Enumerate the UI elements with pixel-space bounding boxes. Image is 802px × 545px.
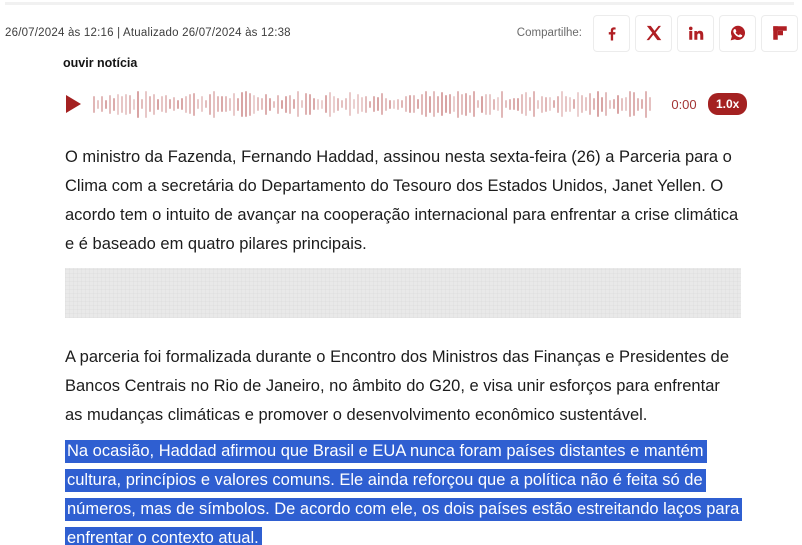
waveform-bar (637, 98, 639, 111)
waveform-bar (393, 100, 395, 109)
waveform-bar (613, 99, 615, 109)
playback-speed-button[interactable]: 1.0x (708, 93, 747, 115)
waveform-bar (625, 97, 627, 111)
waveform-bar (605, 92, 607, 116)
waveform-bar (293, 99, 295, 109)
waveform-bar (385, 98, 387, 111)
waveform-bar (537, 100, 539, 109)
share-flipboard-button[interactable] (761, 15, 798, 52)
waveform-bar (513, 98, 515, 110)
waveform-bar (493, 99, 495, 110)
article-paragraph-2: A parceria foi formalizada durante o Encontro dos Ministros das Finanças e Presidentes de Bancos Centrais no Rio de Janeiro, no âmbito do G20, e visa unir esforços para enfrentar as mudanças climáticas e promover o desenvolvimento econômico sustentável. (65, 348, 730, 424)
waveform-bar (633, 92, 635, 116)
article-paragraph-3-selected (65, 437, 741, 545)
waveform-bar (621, 98, 623, 111)
waveform-bar (569, 97, 571, 112)
article-paragraph-1: O ministro da Fazenda, Fernando Haddad, assinou nesta sexta-feira (26) a Parceria para o Clima com a secretária do Departamento do Tesouro dos Estados Unidos, Janet Yellen. O acordo tem o intuito de avançar na cooperação internacional para enfrentar a crise climática e é baseado em quatro pilares principais. (65, 148, 739, 253)
waveform-bar (109, 95, 111, 114)
waveform-bar (245, 91, 247, 117)
waveform-bar (129, 95, 131, 114)
waveform-bar (201, 96, 203, 112)
waveform-bar (217, 96, 219, 112)
waveform-bar (241, 92, 243, 117)
waveform-bar (601, 97, 603, 112)
waveform-bar (553, 100, 555, 108)
waveform-bar (221, 96, 223, 112)
waveform-bar (257, 97, 259, 111)
waveform-bar (409, 95, 411, 113)
waveform-bar (233, 93, 235, 116)
waveform-bar (565, 96, 567, 112)
waveform-bar (153, 94, 155, 115)
x-icon (645, 24, 663, 42)
waveform-bar (629, 91, 631, 117)
waveform-bar (273, 101, 275, 108)
waveform-bar (169, 99, 171, 109)
share-label: Compartilhe: (516, 27, 582, 39)
waveform-bar (561, 91, 563, 117)
waveform-bar (105, 100, 107, 109)
waveform-bar (113, 98, 115, 111)
waveform-bar (573, 99, 575, 109)
waveform-bar (425, 91, 427, 117)
waveform-bar (121, 96, 123, 113)
waveform-bar (449, 94, 451, 114)
waveform-bar (641, 99, 643, 109)
waveform-bar (285, 96, 287, 113)
waveform-bar (369, 101, 371, 108)
waveform-bar (441, 92, 443, 116)
waveform-bar (389, 100, 391, 109)
waveform-bar (457, 91, 459, 118)
waveform-bar (213, 91, 215, 118)
waveform-bar (197, 99, 199, 109)
waveform-bar (521, 94, 523, 114)
waveform-bar (401, 100, 403, 108)
waveform-bar (645, 91, 647, 118)
waveform-bar (649, 97, 651, 111)
waveform-bar (325, 95, 327, 113)
current-time: 0:00 (671, 96, 697, 112)
waveform-bar (237, 98, 239, 111)
play-icon (66, 95, 81, 113)
waveform-bar (125, 94, 127, 115)
waveform-bar (117, 94, 119, 115)
waveform-bar (477, 100, 479, 108)
selected-text: Na ocasião, Haddad afirmou que Brasil e EUA nunca foram países distantes e mantém cultura, princípios e valores comuns. Ele ainda reforçou que a política não é feita só de números, mas de símbolos. De acordo com ele, os dois países estão estreitando laços para enfrentar o contexto atual. (65, 440, 742, 545)
waveform-bar (549, 97, 551, 111)
waveform-bar (413, 95, 415, 113)
waveform-bar (165, 95, 167, 113)
waveform-bar (145, 91, 147, 118)
waveform-bar (609, 100, 611, 109)
waveform-bar (509, 99, 511, 110)
waveform-bar (317, 99, 319, 110)
waveform-bar (593, 98, 595, 110)
waveform-bar (381, 93, 383, 115)
waveform-bar (189, 94, 191, 114)
waveform-bar (501, 91, 503, 118)
waveform-bar (193, 93, 195, 116)
top-divider (5, 2, 794, 5)
waveform-bar (505, 100, 507, 108)
waveform-bar (157, 99, 159, 110)
whatsapp-icon (729, 24, 747, 42)
ad-placeholder (65, 268, 741, 318)
waveform-bar (617, 95, 619, 114)
share-linkedin-button[interactable] (677, 15, 714, 52)
waveform-bar (581, 95, 583, 113)
waveform-bar (349, 92, 351, 116)
waveform-bar (309, 94, 311, 115)
waveform-bar (365, 96, 367, 113)
waveform-bar (461, 94, 463, 115)
waveform-bar (277, 95, 279, 114)
audio-player (66, 88, 756, 120)
waveform-bar (205, 100, 207, 108)
waveform-bar (545, 97, 547, 112)
waveform-bar (405, 96, 407, 112)
waveform-bar (161, 96, 163, 112)
flipboard-icon (771, 24, 789, 42)
share-bar (517, 15, 798, 52)
waveform-bar (473, 91, 475, 117)
share-x-button[interactable] (635, 15, 672, 52)
waveform-bar (517, 98, 519, 111)
waveform-bar (97, 100, 99, 109)
waveform-bar (289, 95, 291, 114)
waveform-bar (437, 96, 439, 113)
waveform-bar (481, 96, 483, 113)
waveform-bar (525, 92, 527, 116)
waveform-bar (301, 100, 303, 108)
waveform-bar (337, 98, 339, 111)
waveform-bar (93, 96, 95, 113)
waveform-bar (417, 99, 419, 109)
waveform-bar (269, 98, 271, 111)
waveform-bar (333, 96, 335, 113)
waveform-bar (357, 94, 359, 114)
waveform-bar (373, 96, 375, 112)
waveform-bar (229, 98, 231, 111)
waveform-bar (597, 91, 599, 117)
meta-row (5, 13, 798, 53)
linkedin-icon (687, 24, 705, 42)
waveform-bar (469, 95, 471, 113)
waveform-bar (101, 96, 103, 112)
waveform-bar (225, 96, 227, 112)
waveform-bar (313, 98, 315, 110)
waveform-bar (557, 96, 559, 113)
waveform-bar (321, 100, 323, 109)
listen-news-label: ouvir notícia (63, 56, 138, 70)
waveform-bar (345, 98, 347, 110)
waveform-bar (253, 95, 255, 114)
waveform-bar (577, 92, 579, 117)
share-whatsapp-button[interactable] (719, 15, 756, 52)
waveform-bar (541, 96, 543, 113)
share-facebook-button[interactable] (593, 15, 630, 52)
waveform-bar (305, 93, 307, 115)
audio-waveform[interactable] (93, 89, 656, 119)
waveform-bar (329, 92, 331, 117)
waveform-bar (133, 99, 135, 110)
waveform-bar (485, 94, 487, 115)
waveform-bar (361, 97, 363, 112)
waveform-bar (445, 95, 447, 113)
facebook-icon (603, 24, 621, 42)
waveform-bar (585, 97, 587, 111)
waveform-bar (589, 93, 591, 115)
waveform-bar (265, 94, 267, 115)
waveform-bar (149, 96, 151, 112)
waveform-bar (353, 99, 355, 109)
waveform-bar (137, 91, 139, 118)
waveform-bar (497, 97, 499, 111)
play-button[interactable] (66, 95, 81, 113)
waveform-bar (465, 93, 467, 116)
waveform-bar (533, 91, 535, 117)
waveform-bar (377, 97, 379, 111)
waveform-bar (181, 98, 183, 110)
waveform-bar (209, 94, 211, 115)
waveform-bar (249, 93, 251, 116)
waveform-bar (429, 96, 431, 113)
waveform-bar (185, 96, 187, 113)
publish-date: 26/07/2024 às 12:16 | Atualizado 26/07/2024 às 12:38 (5, 27, 291, 39)
waveform-bar (341, 100, 343, 108)
waveform-bar (281, 100, 283, 109)
waveform-bar (397, 99, 399, 110)
waveform-bar (433, 91, 435, 117)
waveform-bar (261, 98, 263, 110)
waveform-bar (141, 99, 143, 109)
waveform-bar (453, 96, 455, 112)
waveform-bar (297, 91, 299, 117)
waveform-bar (177, 100, 179, 109)
waveform-bar (529, 97, 531, 111)
waveform-bar (421, 94, 423, 115)
waveform-bar (173, 97, 175, 111)
waveform-bar (489, 94, 491, 115)
